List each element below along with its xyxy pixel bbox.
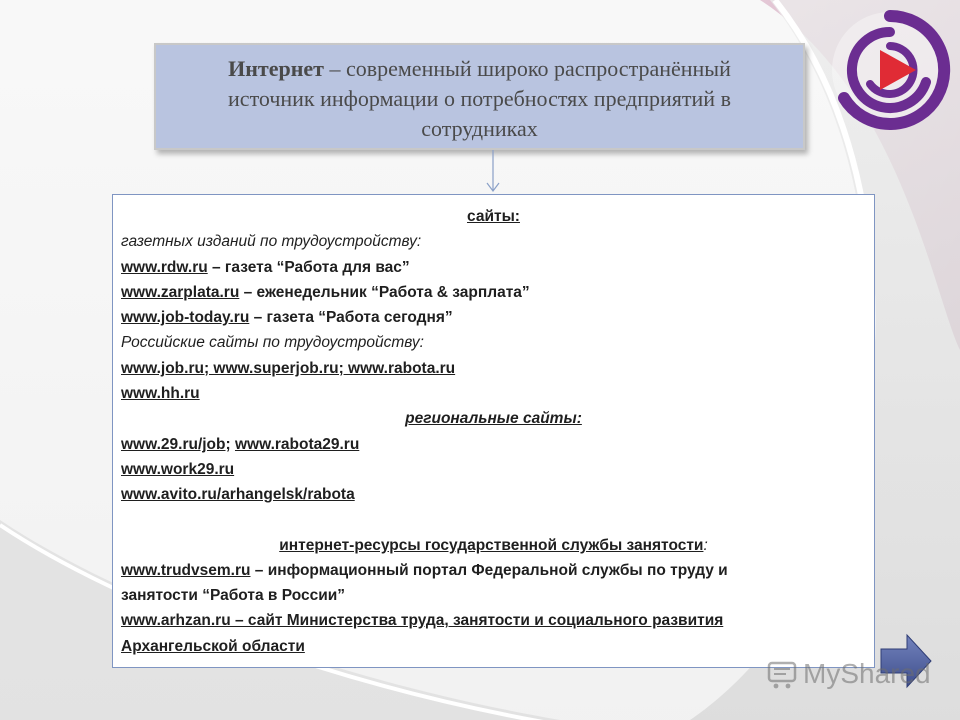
russian-sites-heading: Российские сайты по трудоустройству: [121, 334, 424, 352]
link-job-today-desc: – газета “Работа сегодня” [249, 309, 453, 327]
newspaper-heading: газетных изданий по трудоустройству: [121, 233, 422, 251]
link-arhzan-line-2[interactable]: Архангельской области [121, 637, 305, 655]
list-item [121, 558, 874, 583]
gov-heading: интернет-ресурсы государственной службы занятости [279, 536, 704, 554]
link-russian-sites-line-1[interactable]: www.job.ru; www.superjob.ru; www.rabota.ru [121, 359, 456, 377]
trudvsem-desc-line-2: занятости “Работа в России” [121, 587, 346, 605]
link-trudvsem[interactable]: www.trudvsem.ru [121, 561, 251, 579]
link-trudvsem-desc: – информационный портал Федеральной службы по труду и [250, 561, 728, 579]
spacer [121, 508, 874, 533]
link-rdw[interactable]: www.rdw.ru [121, 258, 208, 276]
watermark-text: MyShared [803, 658, 931, 689]
headline-line-2: источник информации о потребностях предприятий в [228, 86, 731, 111]
link-job-today[interactable]: www.job-today.ru [121, 309, 250, 327]
link-separator: ; [225, 435, 235, 453]
headline-line-1 [156, 54, 803, 84]
link-arhzan[interactable]: www.arhzan.ru – сайт Министерства труда, занятости и социального развития [121, 612, 724, 630]
watermark [766, 656, 931, 692]
headline-bold-term: Интернет [228, 56, 324, 81]
down-arrow-connector [484, 150, 502, 194]
headline-box [154, 43, 805, 150]
list-item [121, 280, 874, 305]
link-rdw-desc: – газета “Работа для вас” [207, 258, 410, 276]
link-29ru-job[interactable]: www.29.ru/job [121, 435, 226, 453]
link-zarplata[interactable]: www.zarplata.ru [121, 283, 240, 301]
link-hh[interactable]: www.hh.ru [121, 385, 200, 403]
cart-icon [766, 658, 798, 690]
sites-content-box [112, 194, 875, 668]
link-avito[interactable]: www.avito.ru/arhangelsk/rabota [121, 486, 355, 504]
headline-line-1-rest: – современный широко распространённый [323, 56, 731, 81]
list-item [121, 432, 874, 457]
sites-heading: сайты: [467, 208, 520, 225]
link-zarplata-desc: – еженедельник “Работа & зарплата” [239, 283, 530, 301]
headline-line-3: сотрудниках [421, 116, 538, 141]
regional-heading: региональные сайты: [405, 410, 582, 428]
gov-heading-line [121, 533, 874, 558]
list-item [121, 305, 874, 330]
link-work29[interactable]: www.work29.ru [121, 460, 235, 478]
media-play-logo-icon [826, 6, 954, 134]
list-item [121, 255, 874, 280]
link-rabota29[interactable]: www.rabota29.ru [234, 435, 360, 453]
gov-heading-colon: : [703, 536, 708, 554]
